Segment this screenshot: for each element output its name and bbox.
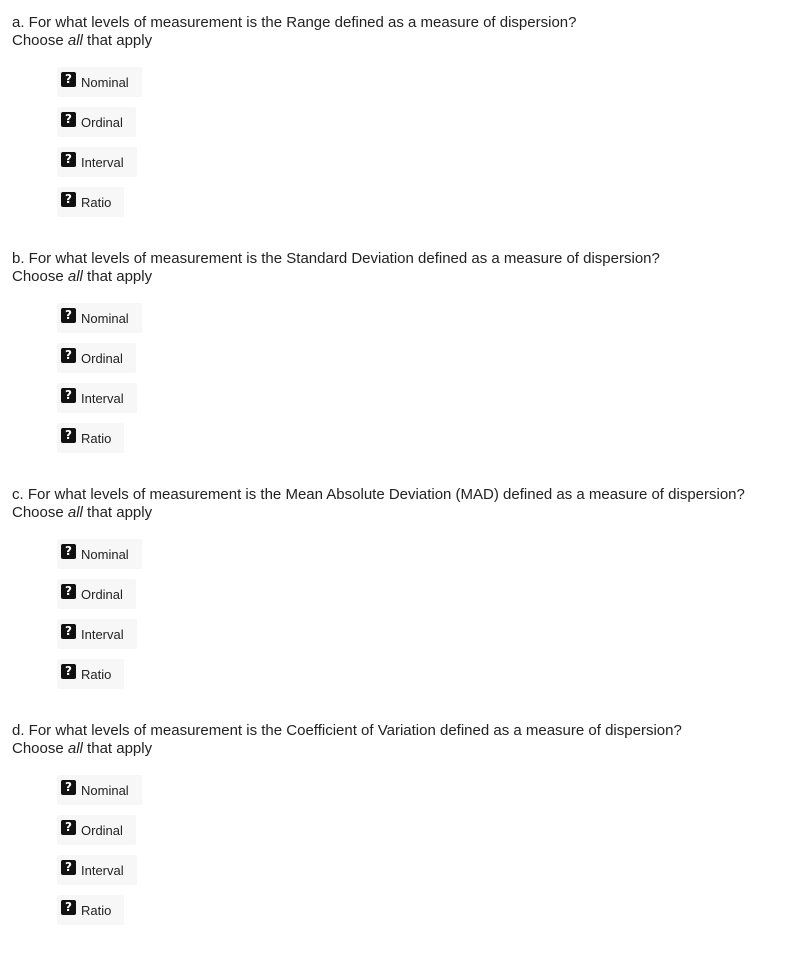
question-title: c. For what levels of measurement is the Mean Absolute Deviation (MAD) defined as a measure of dispersion? xyxy=(12,486,745,503)
question-mark-icon: ? xyxy=(61,624,76,639)
option-label: Ratio xyxy=(81,195,112,210)
option-nominal[interactable] xyxy=(57,303,142,333)
instruction-suffix: that apply xyxy=(82,740,153,757)
option-nominal[interactable] xyxy=(57,539,142,569)
question-mark-icon: ? xyxy=(61,112,76,127)
question-mark-icon: ? xyxy=(61,780,76,795)
option-ordinal[interactable] xyxy=(57,815,136,845)
option-ratio[interactable] xyxy=(57,187,124,217)
option-label: Nominal xyxy=(81,75,129,90)
question-instruction xyxy=(12,504,792,522)
question-mark-icon: ? xyxy=(61,388,76,403)
option-label: Ratio xyxy=(81,431,112,446)
option-interval[interactable] xyxy=(57,147,137,177)
question-mark-icon: ? xyxy=(61,428,76,443)
question-mark-icon: ? xyxy=(61,192,76,207)
option-label: Interval xyxy=(81,391,124,406)
option-label: Interval xyxy=(81,863,124,878)
option-interval[interactable] xyxy=(57,619,137,649)
question-instruction xyxy=(12,268,792,286)
question-c xyxy=(12,486,792,682)
question-mark-icon: ? xyxy=(61,544,76,559)
instruction-prefix: Choose xyxy=(12,504,68,521)
option-ordinal[interactable] xyxy=(57,107,136,137)
question-title: b. For what levels of measurement is the Standard Deviation defined as a measure of dispersion? xyxy=(12,250,660,267)
instruction-suffix: that apply xyxy=(82,268,153,285)
option-label: Ordinal xyxy=(81,115,123,130)
question-title: d. For what levels of measurement is the Coefficient of Variation defined as a measure of dispersion? xyxy=(12,722,682,739)
option-label: Ratio xyxy=(81,903,112,918)
question-title: a. For what levels of measurement is the Range defined as a measure of dispersion? xyxy=(12,14,577,31)
option-ordinal[interactable] xyxy=(57,579,136,609)
option-label: Interval xyxy=(81,627,124,642)
option-label: Ordinal xyxy=(81,823,123,838)
question-a xyxy=(12,14,792,210)
question-mark-icon: ? xyxy=(61,820,76,835)
option-label: Ratio xyxy=(81,667,112,682)
question-b xyxy=(12,250,792,446)
option-label: Nominal xyxy=(81,311,129,326)
option-label: Interval xyxy=(81,155,124,170)
option-ratio[interactable] xyxy=(57,423,124,453)
option-nominal[interactable] xyxy=(57,67,142,97)
instruction-prefix: Choose xyxy=(12,268,68,285)
instruction-emphasis: all xyxy=(67,504,83,521)
option-interval[interactable] xyxy=(57,855,137,885)
option-nominal[interactable] xyxy=(57,775,142,805)
instruction-suffix: that apply xyxy=(82,32,153,49)
instruction-prefix: Choose xyxy=(12,740,68,757)
instruction-emphasis: all xyxy=(67,32,83,49)
instruction-emphasis: all xyxy=(67,740,83,757)
option-ratio[interactable] xyxy=(57,659,124,689)
question-mark-icon: ? xyxy=(61,152,76,167)
question-mark-icon: ? xyxy=(61,900,76,915)
question-mark-icon: ? xyxy=(61,308,76,323)
option-label: Nominal xyxy=(81,547,129,562)
question-mark-icon: ? xyxy=(61,584,76,599)
instruction-suffix: that apply xyxy=(82,504,153,521)
question-instruction xyxy=(12,740,792,758)
question-instruction xyxy=(12,32,792,50)
question-mark-icon: ? xyxy=(61,860,76,875)
option-label: Nominal xyxy=(81,783,129,798)
question-mark-icon: ? xyxy=(61,664,76,679)
instruction-emphasis: all xyxy=(67,268,83,285)
instruction-prefix: Choose xyxy=(12,32,68,49)
option-interval[interactable] xyxy=(57,383,137,413)
option-ratio[interactable] xyxy=(57,895,124,925)
option-ordinal[interactable] xyxy=(57,343,136,373)
question-mark-icon: ? xyxy=(61,348,76,363)
question-d xyxy=(12,722,792,918)
option-label: Ordinal xyxy=(81,587,123,602)
question-mark-icon: ? xyxy=(61,72,76,87)
option-label: Ordinal xyxy=(81,351,123,366)
